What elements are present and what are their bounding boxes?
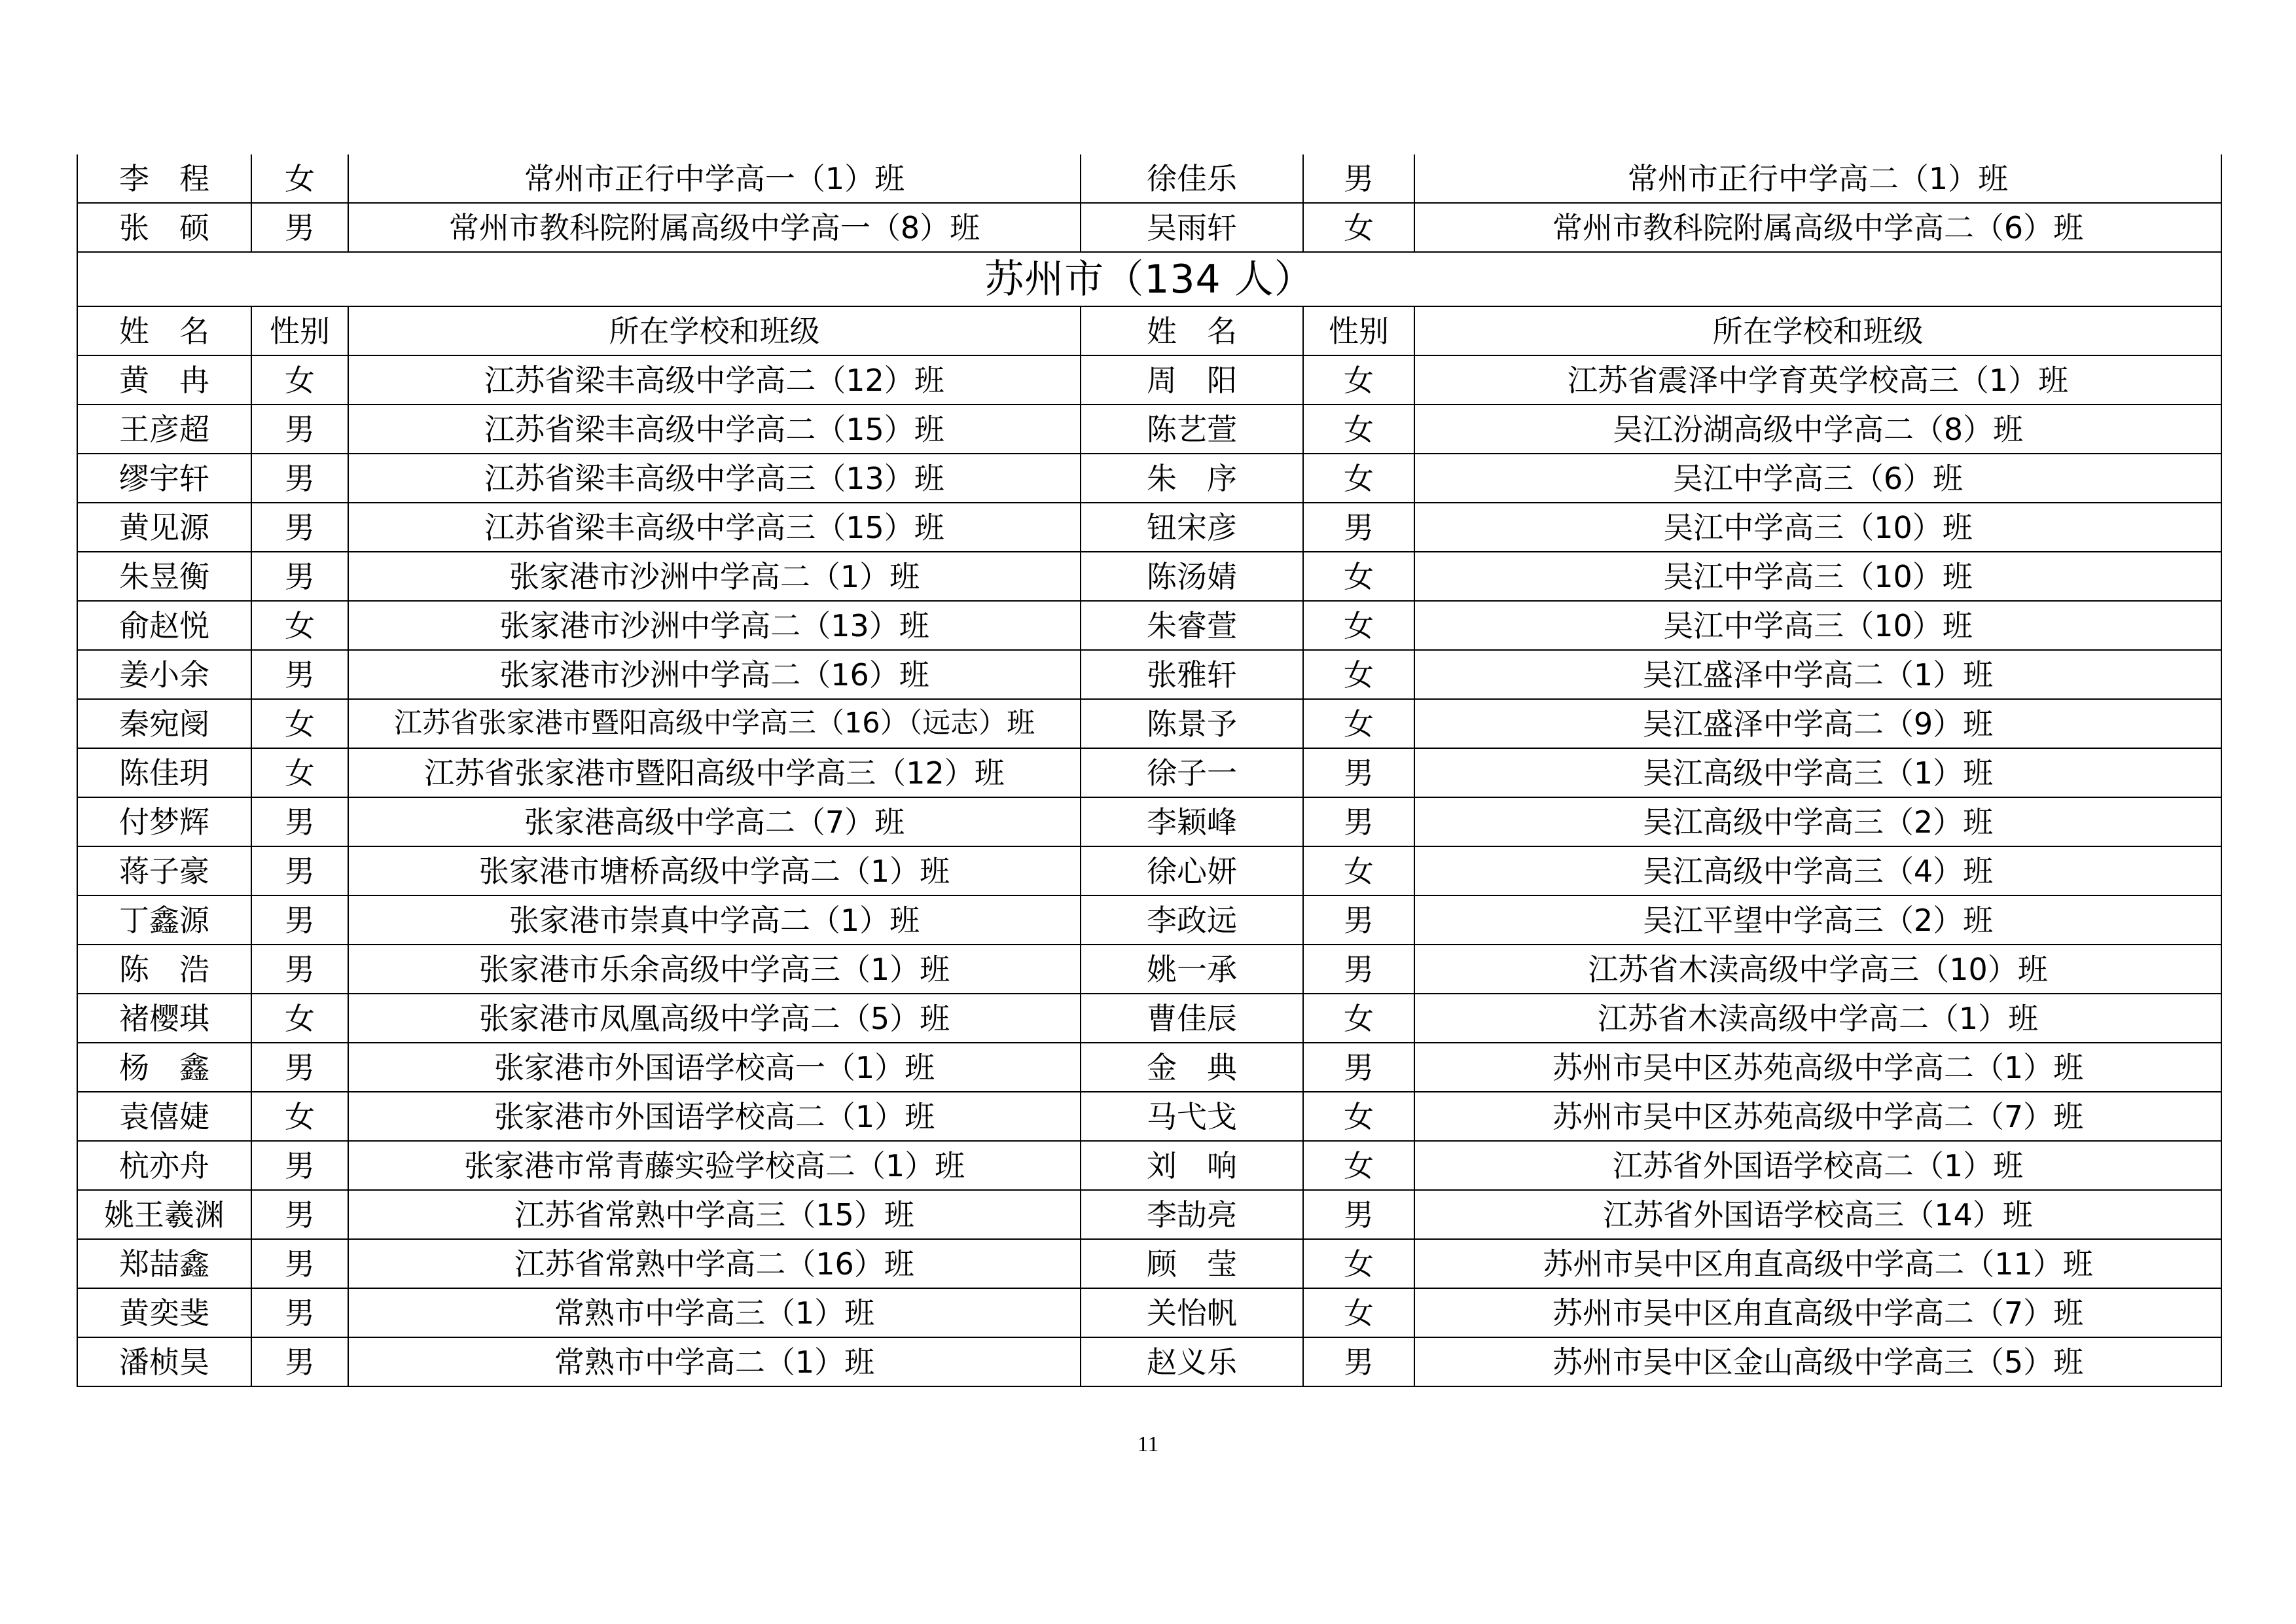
student-school-cell: 吴江高级中学高三（1）班	[1414, 748, 2221, 797]
student-gender-cell: 男	[251, 1239, 348, 1288]
table-row	[77, 601, 2221, 650]
student-school-cell: 吴江中学高三（10）班	[1414, 552, 2221, 601]
student-name-cell: 袁僖婕	[77, 1092, 251, 1141]
student-school-cell: 张家港市外国语学校高一（1）班	[348, 1043, 1081, 1092]
student-school-cell: 张家港市沙洲中学高二（13）班	[348, 601, 1081, 650]
student-name-cell: 顾 莹	[1081, 1239, 1303, 1288]
student-gender-cell: 男	[251, 405, 348, 454]
student-name-cell: 李劼亮	[1081, 1190, 1303, 1239]
table-row	[77, 994, 2221, 1043]
student-name-cell: 杭亦舟	[77, 1141, 251, 1190]
student-school-cell: 吴江盛泽中学高二（1）班	[1414, 650, 2221, 699]
student-school-cell: 江苏省张家港市暨阳高级中学高三（16）（远志）班	[348, 699, 1081, 748]
table-row	[77, 552, 2221, 601]
student-gender-cell: 女	[251, 699, 348, 748]
student-gender-cell: 男	[1303, 945, 1414, 994]
student-name-cell: 潘桢昊	[77, 1337, 251, 1386]
student-school-cell: 吴江平望中学高三（2）班	[1414, 895, 2221, 945]
student-school-cell: 江苏省梁丰高级中学高二（12）班	[348, 355, 1081, 405]
student-name-cell: 陈艺萱	[1081, 405, 1303, 454]
student-school-cell: 吴江高级中学高三（2）班	[1414, 797, 2221, 846]
student-name-cell: 李政远	[1081, 895, 1303, 945]
table-row	[77, 846, 2221, 895]
student-school-cell: 江苏省木渎高级中学高三（10）班	[1414, 945, 2221, 994]
student-school-cell: 苏州市吴中区甪直高级中学高二（7）班	[1414, 1288, 2221, 1337]
student-name-cell: 付梦辉	[77, 797, 251, 846]
student-gender-cell: 女	[1303, 846, 1414, 895]
student-gender-cell: 男	[251, 203, 348, 252]
student-gender-cell: 男	[1303, 748, 1414, 797]
student-school-cell: 张家港市凤凰高级中学高二（5）班	[348, 994, 1081, 1043]
table-row	[77, 454, 2221, 503]
header-row	[77, 306, 2221, 355]
student-name-cell: 钮宋彦	[1081, 503, 1303, 552]
student-gender-cell: 女	[1303, 355, 1414, 405]
table-row	[77, 203, 2221, 252]
student-name-cell: 姚王羲渊	[77, 1190, 251, 1239]
page-number: 11	[1137, 1432, 1159, 1456]
student-name-cell: 张雅轩	[1081, 650, 1303, 699]
student-gender-cell: 女	[251, 994, 348, 1043]
table-row	[77, 797, 2221, 846]
student-school-cell: 苏州市吴中区甪直高级中学高二（11）班	[1414, 1239, 2221, 1288]
student-gender-cell: 女	[251, 355, 348, 405]
student-name-cell: 刘 响	[1081, 1141, 1303, 1190]
student-school-cell: 常州市正行中学高二（1）班	[1414, 154, 2221, 203]
student-name-cell: 马弋戈	[1081, 1092, 1303, 1141]
student-name-cell: 李 程	[77, 154, 251, 203]
student-gender-cell: 女	[1303, 1092, 1414, 1141]
student-gender-cell: 男	[251, 1337, 348, 1386]
student-gender-cell: 男	[251, 1043, 348, 1092]
student-gender-cell: 女	[1303, 1288, 1414, 1337]
student-gender-cell: 女	[1303, 405, 1414, 454]
student-school-cell: 常州市教科院附属高级中学高一（8）班	[348, 203, 1081, 252]
student-name-cell: 陈汤婧	[1081, 552, 1303, 601]
student-gender-cell: 男	[1303, 154, 1414, 203]
table-row	[77, 699, 2221, 748]
student-school-cell: 苏州市吴中区苏苑高级中学高二（7）班	[1414, 1092, 2221, 1141]
student-school-cell: 苏州市吴中区金山高级中学高三（5）班	[1414, 1337, 2221, 1386]
student-school-cell: 江苏省震泽中学育英学校高三（1）班	[1414, 355, 2221, 405]
header-gender: 性别	[1303, 306, 1414, 355]
table-row	[77, 1288, 2221, 1337]
student-list-body	[77, 154, 2221, 1386]
student-gender-cell: 女	[251, 601, 348, 650]
student-name-cell: 关怡帆	[1081, 1288, 1303, 1337]
student-name-cell: 黄见源	[77, 503, 251, 552]
student-gender-cell: 男	[251, 945, 348, 994]
student-gender-cell: 女	[1303, 994, 1414, 1043]
header-school: 所在学校和班级	[1414, 306, 2221, 355]
table-row	[77, 1141, 2221, 1190]
table-row	[77, 1190, 2221, 1239]
student-name-cell: 金 典	[1081, 1043, 1303, 1092]
student-name-cell: 黄 冉	[77, 355, 251, 405]
student-name-cell: 徐子一	[1081, 748, 1303, 797]
student-school-cell: 吴江盛泽中学高二（9）班	[1414, 699, 2221, 748]
student-name-cell: 李颖峰	[1081, 797, 1303, 846]
student-school-cell: 江苏省张家港市暨阳高级中学高三（12）班	[348, 748, 1081, 797]
student-school-cell: 常州市教科院附属高级中学高二（6）班	[1414, 203, 2221, 252]
student-gender-cell: 男	[251, 503, 348, 552]
table-row	[77, 945, 2221, 994]
header-name: 姓 名	[77, 306, 251, 355]
student-name-cell: 朱昱衡	[77, 552, 251, 601]
student-school-cell: 江苏省常熟中学高三（15）班	[348, 1190, 1081, 1239]
student-name-cell: 陈景予	[1081, 699, 1303, 748]
student-school-cell: 张家港高级中学高二（7）班	[348, 797, 1081, 846]
student-name-cell: 褚樱琪	[77, 994, 251, 1043]
student-name-cell: 俞赵悦	[77, 601, 251, 650]
student-school-cell: 江苏省外国语学校高三（14）班	[1414, 1190, 2221, 1239]
header-name: 姓 名	[1081, 306, 1303, 355]
table-row	[77, 355, 2221, 405]
table-row	[77, 1239, 2221, 1288]
table-row	[77, 405, 2221, 454]
student-school-cell: 张家港市外国语学校高二（1）班	[348, 1092, 1081, 1141]
student-school-cell: 苏州市吴中区苏苑高级中学高二（1）班	[1414, 1043, 2221, 1092]
student-school-cell: 吴江中学高三（10）班	[1414, 601, 2221, 650]
student-name-cell: 姚一承	[1081, 945, 1303, 994]
student-name-cell: 张 硕	[77, 203, 251, 252]
section-title-row	[77, 252, 2221, 306]
student-name-cell: 姜小余	[77, 650, 251, 699]
student-gender-cell: 女	[251, 748, 348, 797]
student-gender-cell: 男	[251, 552, 348, 601]
student-gender-cell: 女	[1303, 699, 1414, 748]
student-school-cell: 张家港市乐余高级中学高三（1）班	[348, 945, 1081, 994]
student-name-cell: 陈佳玥	[77, 748, 251, 797]
student-gender-cell: 男	[251, 454, 348, 503]
student-gender-cell: 女	[1303, 1141, 1414, 1190]
student-name-cell: 郑喆鑫	[77, 1239, 251, 1288]
student-gender-cell: 女	[1303, 1239, 1414, 1288]
student-gender-cell: 男	[251, 650, 348, 699]
student-gender-cell: 男	[1303, 503, 1414, 552]
student-school-cell: 吴江中学高三（6）班	[1414, 454, 2221, 503]
student-school-cell: 吴江汾湖高级中学高二（8）班	[1414, 405, 2221, 454]
student-gender-cell: 女	[1303, 203, 1414, 252]
student-school-cell: 吴江中学高三（10）班	[1414, 503, 2221, 552]
student-name-cell: 吴雨轩	[1081, 203, 1303, 252]
student-name-cell: 徐佳乐	[1081, 154, 1303, 203]
student-gender-cell: 男	[251, 846, 348, 895]
student-name-cell: 王彦超	[77, 405, 251, 454]
student-gender-cell: 男	[251, 1141, 348, 1190]
student-school-cell: 张家港市崇真中学高二（1）班	[348, 895, 1081, 945]
student-gender-cell: 女	[1303, 552, 1414, 601]
table-row	[77, 650, 2221, 699]
student-gender-cell: 男	[251, 895, 348, 945]
student-name-cell: 杨 鑫	[77, 1043, 251, 1092]
student-school-cell: 江苏省常熟中学高二（16）班	[348, 1239, 1081, 1288]
student-name-cell: 徐心妍	[1081, 846, 1303, 895]
student-school-cell: 常州市正行中学高一（1）班	[348, 154, 1081, 203]
student-name-cell: 赵义乐	[1081, 1337, 1303, 1386]
student-gender-cell: 男	[251, 1190, 348, 1239]
header-school: 所在学校和班级	[348, 306, 1081, 355]
student-name-cell: 周 阳	[1081, 355, 1303, 405]
student-school-cell: 常熟市中学高三（1）班	[348, 1288, 1081, 1337]
student-gender-cell: 女	[251, 1092, 348, 1141]
student-name-cell: 黄奕斐	[77, 1288, 251, 1337]
student-name-cell: 朱 序	[1081, 454, 1303, 503]
table-row	[77, 154, 2221, 203]
student-school-cell: 张家港市常青藤实验学校高二（1）班	[348, 1141, 1081, 1190]
student-name-cell: 朱睿萱	[1081, 601, 1303, 650]
student-gender-cell: 女	[1303, 650, 1414, 699]
student-gender-cell: 女	[1303, 601, 1414, 650]
student-name-cell: 蒋子豪	[77, 846, 251, 895]
student-name-cell: 缪宇轩	[77, 454, 251, 503]
student-school-cell: 江苏省梁丰高级中学高三（15）班	[348, 503, 1081, 552]
student-school-cell: 张家港市塘桥高级中学高二（1）班	[348, 846, 1081, 895]
student-name-cell: 丁鑫源	[77, 895, 251, 945]
student-gender-cell: 男	[251, 1288, 348, 1337]
table-row	[77, 748, 2221, 797]
table-row	[77, 1043, 2221, 1092]
table-row	[77, 1092, 2221, 1141]
student-school-cell: 江苏省梁丰高级中学高二（15）班	[348, 405, 1081, 454]
student-gender-cell: 男	[251, 797, 348, 846]
student-school-cell: 江苏省木渎高级中学高二（1）班	[1414, 994, 2221, 1043]
student-gender-cell: 男	[1303, 1337, 1414, 1386]
student-gender-cell: 男	[1303, 1190, 1414, 1239]
student-gender-cell: 女	[251, 154, 348, 203]
student-name-cell: 陈 浩	[77, 945, 251, 994]
student-school-cell: 吴江高级中学高三（4）班	[1414, 846, 2221, 895]
header-gender: 性别	[251, 306, 348, 355]
student-school-cell: 江苏省梁丰高级中学高三（13）班	[348, 454, 1081, 503]
student-school-cell: 江苏省外国语学校高二（1）班	[1414, 1141, 2221, 1190]
section-title: 苏州市（134 人）	[77, 252, 2221, 306]
student-school-cell: 张家港市沙洲中学高二（1）班	[348, 552, 1081, 601]
student-school-cell: 常熟市中学高二（1）班	[348, 1337, 1081, 1386]
student-gender-cell: 男	[1303, 797, 1414, 846]
table-row	[77, 503, 2221, 552]
student-gender-cell: 女	[1303, 454, 1414, 503]
table-row	[77, 895, 2221, 945]
student-gender-cell: 男	[1303, 895, 1414, 945]
table-row	[77, 1337, 2221, 1386]
student-school-cell: 张家港市沙洲中学高二（16）班	[348, 650, 1081, 699]
student-name-cell: 曹佳辰	[1081, 994, 1303, 1043]
student-list-table	[77, 154, 2222, 1387]
student-name-cell: 秦宛阌	[77, 699, 251, 748]
student-gender-cell: 男	[1303, 1043, 1414, 1092]
